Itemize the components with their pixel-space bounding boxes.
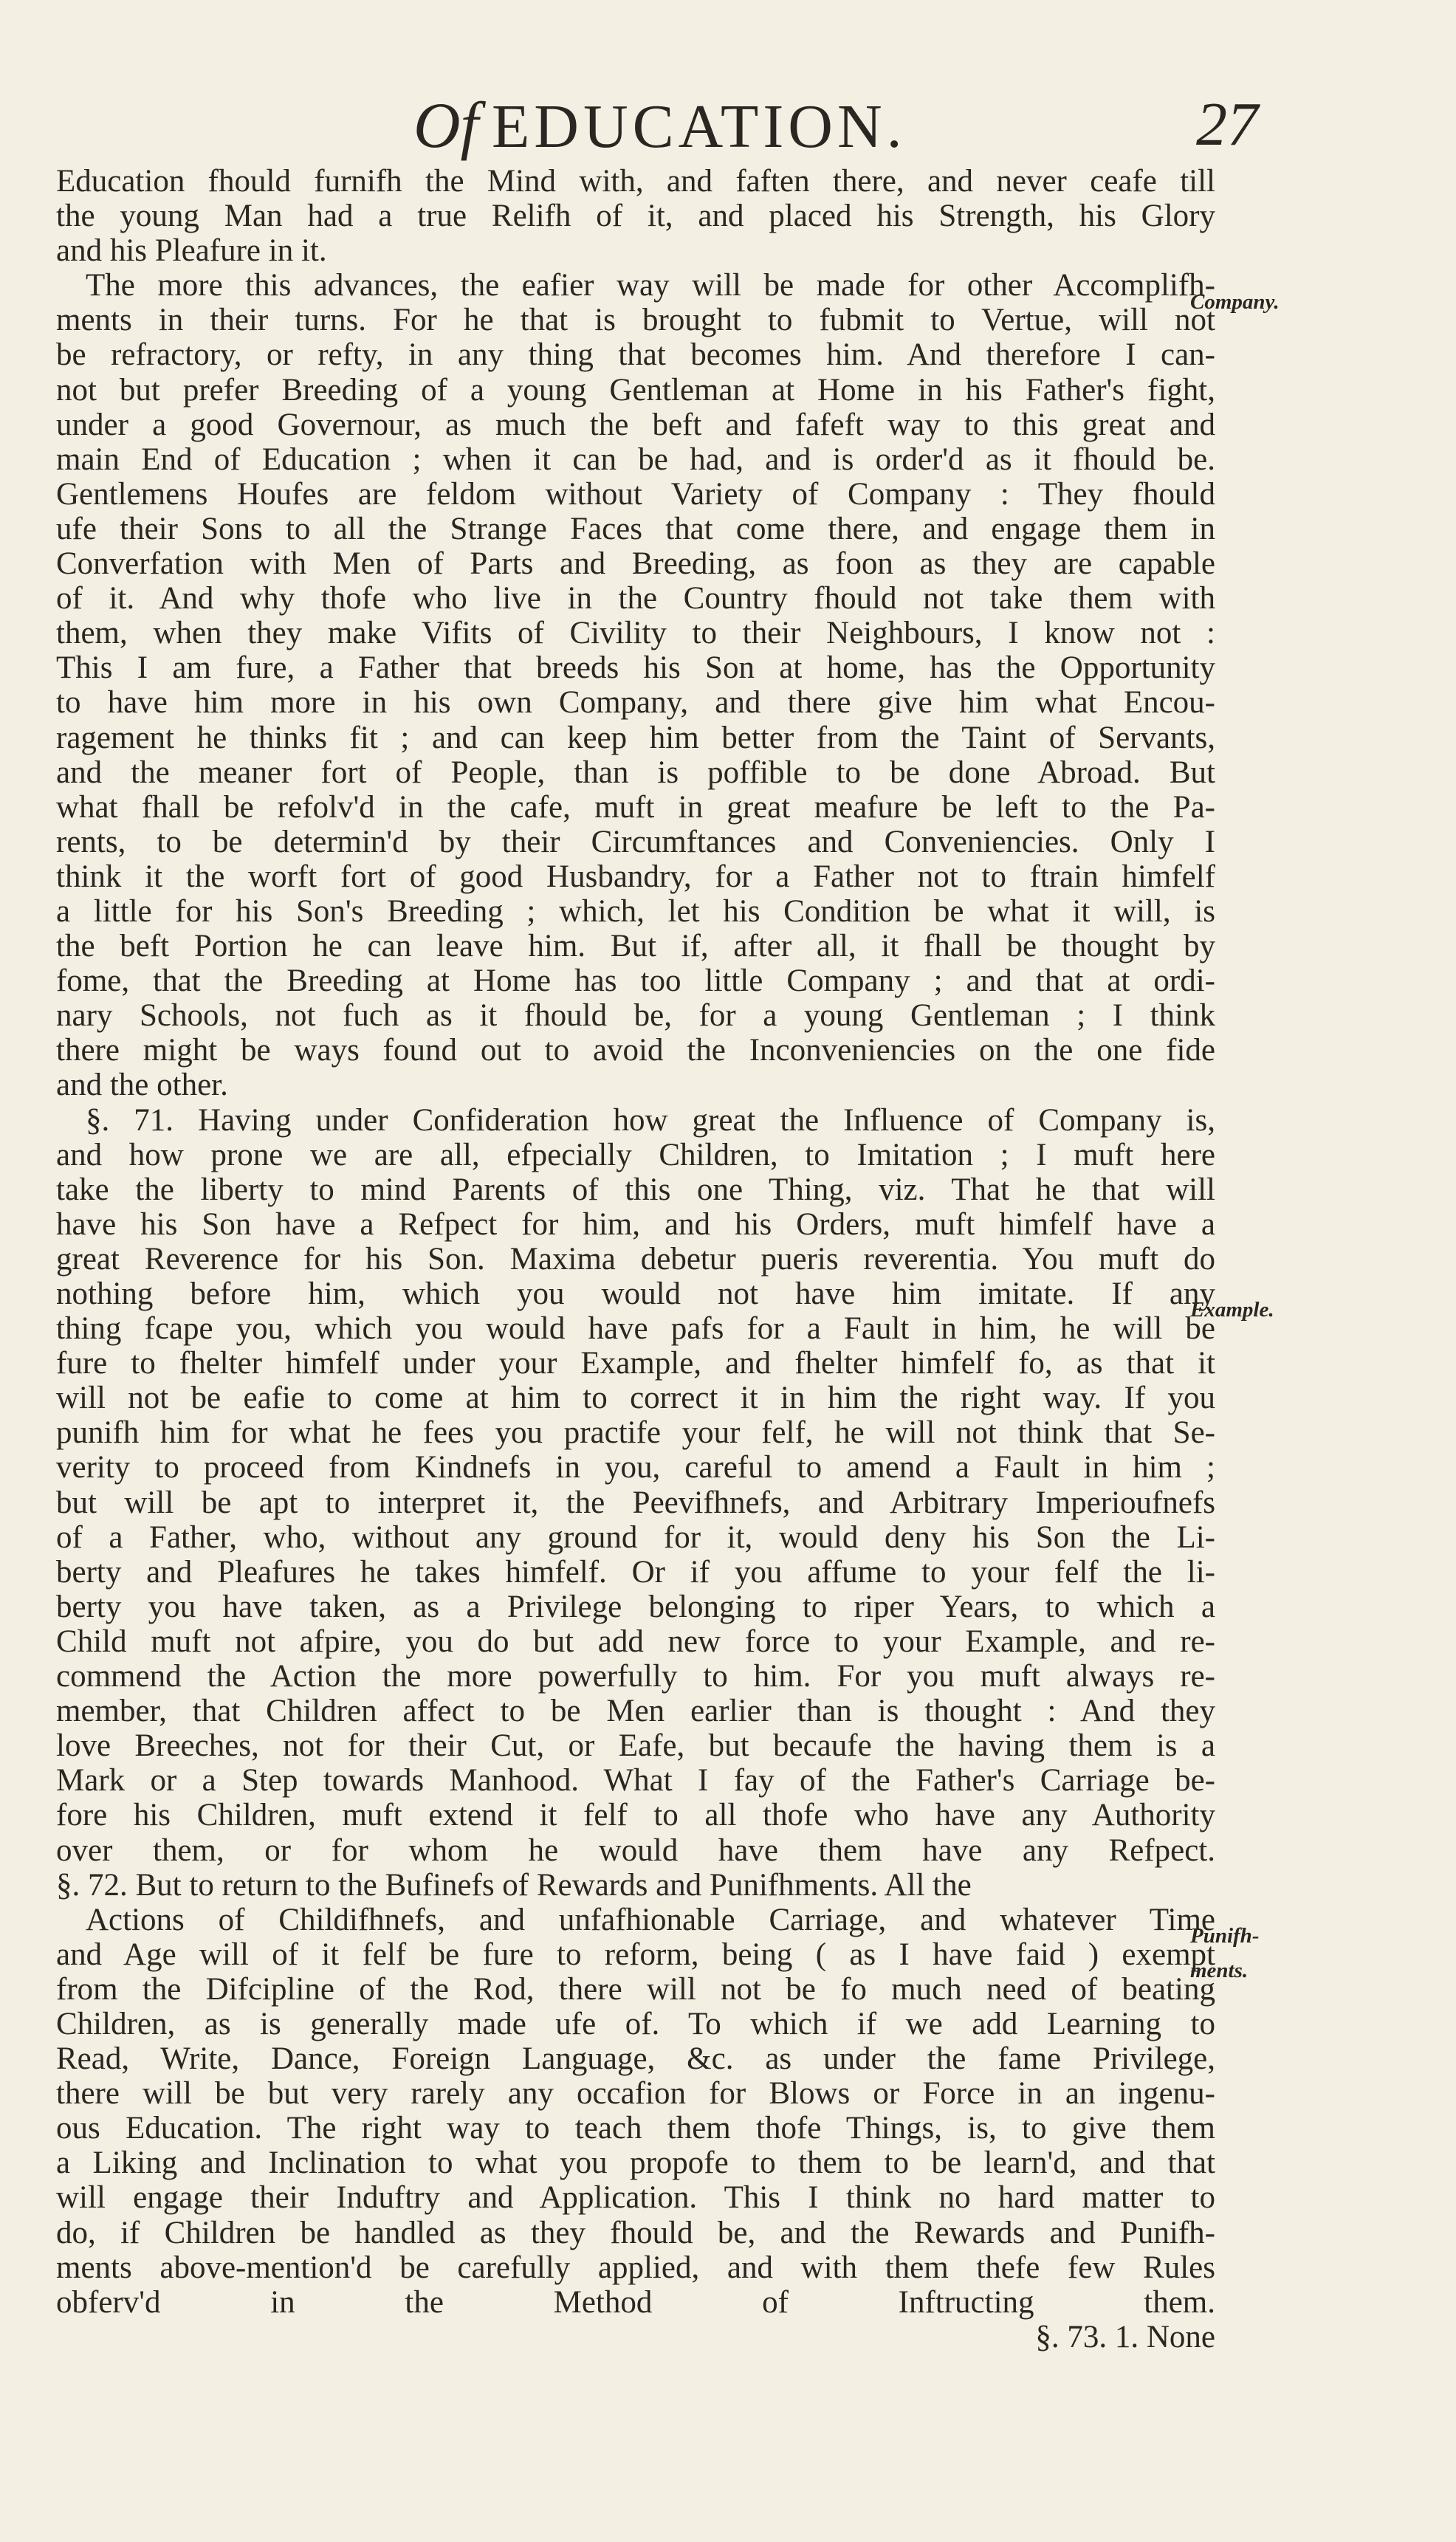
text-line: do, if Children be handled as they fhould be, and the Rewards and Punifh-	[56, 2215, 1215, 2250]
text-line: ragement he thinks fit ; and can keep him better from the Taint of Servants,	[56, 720, 1215, 755]
text-line: member, that Children affect to be Men earlier than is thought : And they	[56, 1694, 1215, 1729]
text-line: and his Pleafure in it.	[56, 233, 327, 269]
text-line: main End of Education ; when it can be had, and is order'd as it fhould be.	[56, 442, 1215, 477]
text-line: have his Son have a Refpect for him, and his Orders, muft himfelf have a	[56, 1206, 1215, 1242]
text-line: but will be apt to interpret it, the Peevifhnefs, and Arbitrary Imperioufnefs	[56, 1485, 1215, 1520]
text-line: the young Man had a true Relifh of it, and placed his Strength, his Glory	[56, 199, 1215, 234]
text-line: Read, Write, Dance, Foreign Language, &c. as under the fame Privilege,	[56, 2041, 1215, 2077]
text-line: commend the Action the more powerfully to him. For you muft always re-	[56, 1659, 1215, 1694]
text-line: the beft Portion he can leave him. But if, after all, it fhall be thought by	[56, 929, 1215, 964]
text-line: Education fhould furnifh the Mind with, and faften there, and never ceafe till	[56, 164, 1215, 199]
text-line: This I am fure, a Father that breeds his Son at home, has the Opportunity	[56, 650, 1215, 686]
text-line: and Age will of it felf be fure to reform, being ( as I have faid ) exempt	[56, 1937, 1215, 1972]
text-line: and the other.	[56, 1068, 228, 1103]
text-line: of a Father, who, without any ground for it, would deny his Son the Li-	[56, 1519, 1215, 1555]
section-72-start: Actions of Childifhnefs, and unfafhionable Carriage, and whatever Time	[86, 1902, 1215, 1937]
text-line: great Reverence for his Son. Maxima debetur pueris reverentia. You muft do	[56, 1241, 1215, 1277]
margin-note-example: Example.	[1190, 1298, 1274, 1322]
text-line: §. 72. But to return to the Bufinefs of Rewards and Punifhments. All the	[56, 1867, 972, 1903]
text-line: there will be but very rarely any occafion for Blows or Force in an ingenu-	[56, 2076, 1215, 2112]
text-line: what fhall be refolv'd in the cafe, muft in great meafure be left to the Pa-	[56, 789, 1215, 825]
text-line: Children, as is generally made ufe of. To which if we add Learning to	[56, 2006, 1215, 2041]
margin-note-punishments-2: ments.	[1190, 1959, 1249, 1982]
running-title-main: EDUCATION.	[492, 92, 907, 161]
section-71-start: §. 71. Having under Confideration how great the Influence of Company is,	[86, 1102, 1215, 1138]
text-line: thing fcape you, which you would have pafs for a Fault in him, he will be	[56, 1311, 1215, 1347]
text-line: fome, that the Breeding at Home has too little Company ; and that at ordi-	[56, 963, 1215, 999]
text-line: will engage their Induftry and Application. This I think no hard matter to	[56, 2180, 1215, 2216]
margin-note-company: Company.	[1190, 290, 1280, 314]
text-line: fure to fhelter himfelf under your Example, and fhelter himfelf fo, as that it	[56, 1346, 1215, 1381]
page-header	[0, 89, 1456, 170]
text-line: Converfation with Men of Parts and Breeding, as foon as they are capable	[56, 546, 1215, 582]
text-line: berty and Pleafures he takes himfelf. Or if you affume to your felf the li-	[56, 1554, 1215, 1590]
text-line: there might be ways found out to avoid the Inconveniencies on the one fide	[56, 1033, 1215, 1068]
text-line: and the meaner fort of People, than is poffible to be done Abroad. But	[56, 755, 1215, 790]
text-line: love Breeches, not for their Cut, or Eafe, but becaufe the having them is a	[56, 1728, 1215, 1764]
text-line: berty you have taken, as a Privilege belonging to riper Years, to which a	[56, 1589, 1215, 1624]
text-line: be refractory, or refty, in any thing that becomes him. And therefore I can-	[56, 337, 1215, 373]
running-title	[413, 89, 907, 163]
paragraph-start-line: The more this advances, the eafier way will be made for other Accomplifh-	[86, 268, 1215, 303]
text-line: a little for his Son's Breeding ; which, let his Condition be what it will, is	[56, 893, 1215, 929]
text-line: from the Difcipline of the Rod, there will not be fo much need of beating	[56, 1971, 1215, 2007]
text-line: rents, to be determin'd by their Circumftances and Conveniencies. Only I	[56, 824, 1215, 859]
text-line: ments above-mention'd be carefully applied, and with them thefe few Rules	[56, 2250, 1215, 2285]
text-line: verity to proceed from Kindnefs in you, careful to amend a Fault in him ;	[56, 1450, 1215, 1485]
text-line: Gentlemens Houfes are feldom without Variety of Company : They fhould	[56, 476, 1215, 512]
text-line: not but prefer Breeding of a young Gentleman at Home in his Father's fight,	[56, 372, 1215, 408]
text-line: nothing before him, which you would not have him imitate. If any	[56, 1277, 1215, 1311]
text-line: ous Education. The right way to teach them thofe Things, is, to give them	[56, 2111, 1215, 2146]
text-line: over them, or for whom he would have them have any Refpect.	[56, 1832, 1215, 1868]
text-line: ufe their Sons to all the Strange Faces that come there, and engage them in	[56, 511, 1215, 546]
text-line: and how prone we are all, efpecially Children, to Imitation ; I muft here	[56, 1137, 1215, 1172]
text-line: think it the worft fort of good Husbandry, for a Father not to ftrain himfelf	[56, 859, 1215, 894]
text-line: Child muft not afpire, you do but add new force to your Example, and re-	[56, 1624, 1215, 1659]
text-line: fore his Children, muft extend it felf to all thofe who have any Authority	[56, 1798, 1215, 1833]
text-line: nary Schools, not fuch as it fhould be, for a young Gentleman ; I think	[56, 998, 1215, 1034]
text-line: take the liberty to mind Parents of this one Thing, viz. That he that will	[56, 1172, 1215, 1207]
catchword: §. 73. 1. None	[1035, 2319, 1215, 2354]
text-line: to have him more in his own Company, and there give him what Encou-	[56, 685, 1215, 721]
margin-note-punishments-1: Punifh-	[1190, 1924, 1260, 1948]
text-line: them, when they make Vifits of Civility to their Neighbours, I know not :	[56, 616, 1215, 651]
page-number: 27	[1196, 90, 1258, 159]
final-line-with-catchword	[56, 2320, 1215, 2354]
text-line: ments in their turns. For he that is brought to fubmit to Vertue, will not	[56, 303, 1215, 338]
text-line: obferv'd in the Method of Inftructing them.	[56, 2284, 1215, 2320]
text-line: a Liking and Inclination to what you propofe to them to be learn'd, and that	[56, 2146, 1215, 2181]
text-line: under a good Governour, as much the beft and fafeft way to this great and	[56, 407, 1215, 442]
body-text	[56, 164, 1215, 2354]
text-line: punifh him for what he fees you practife your felf, he will not think that Se-	[56, 1415, 1215, 1451]
text-line: Mark or a Step towards Manhood. What I fay of the Father's Carriage be-	[56, 1763, 1215, 1799]
text-line: of it. And why thofe who live in the Country fhould not take them with	[56, 581, 1215, 616]
text-line: will not be eafie to come at him to correct it in him the right way. If you	[56, 1381, 1215, 1416]
running-title-of: Of	[413, 90, 478, 162]
